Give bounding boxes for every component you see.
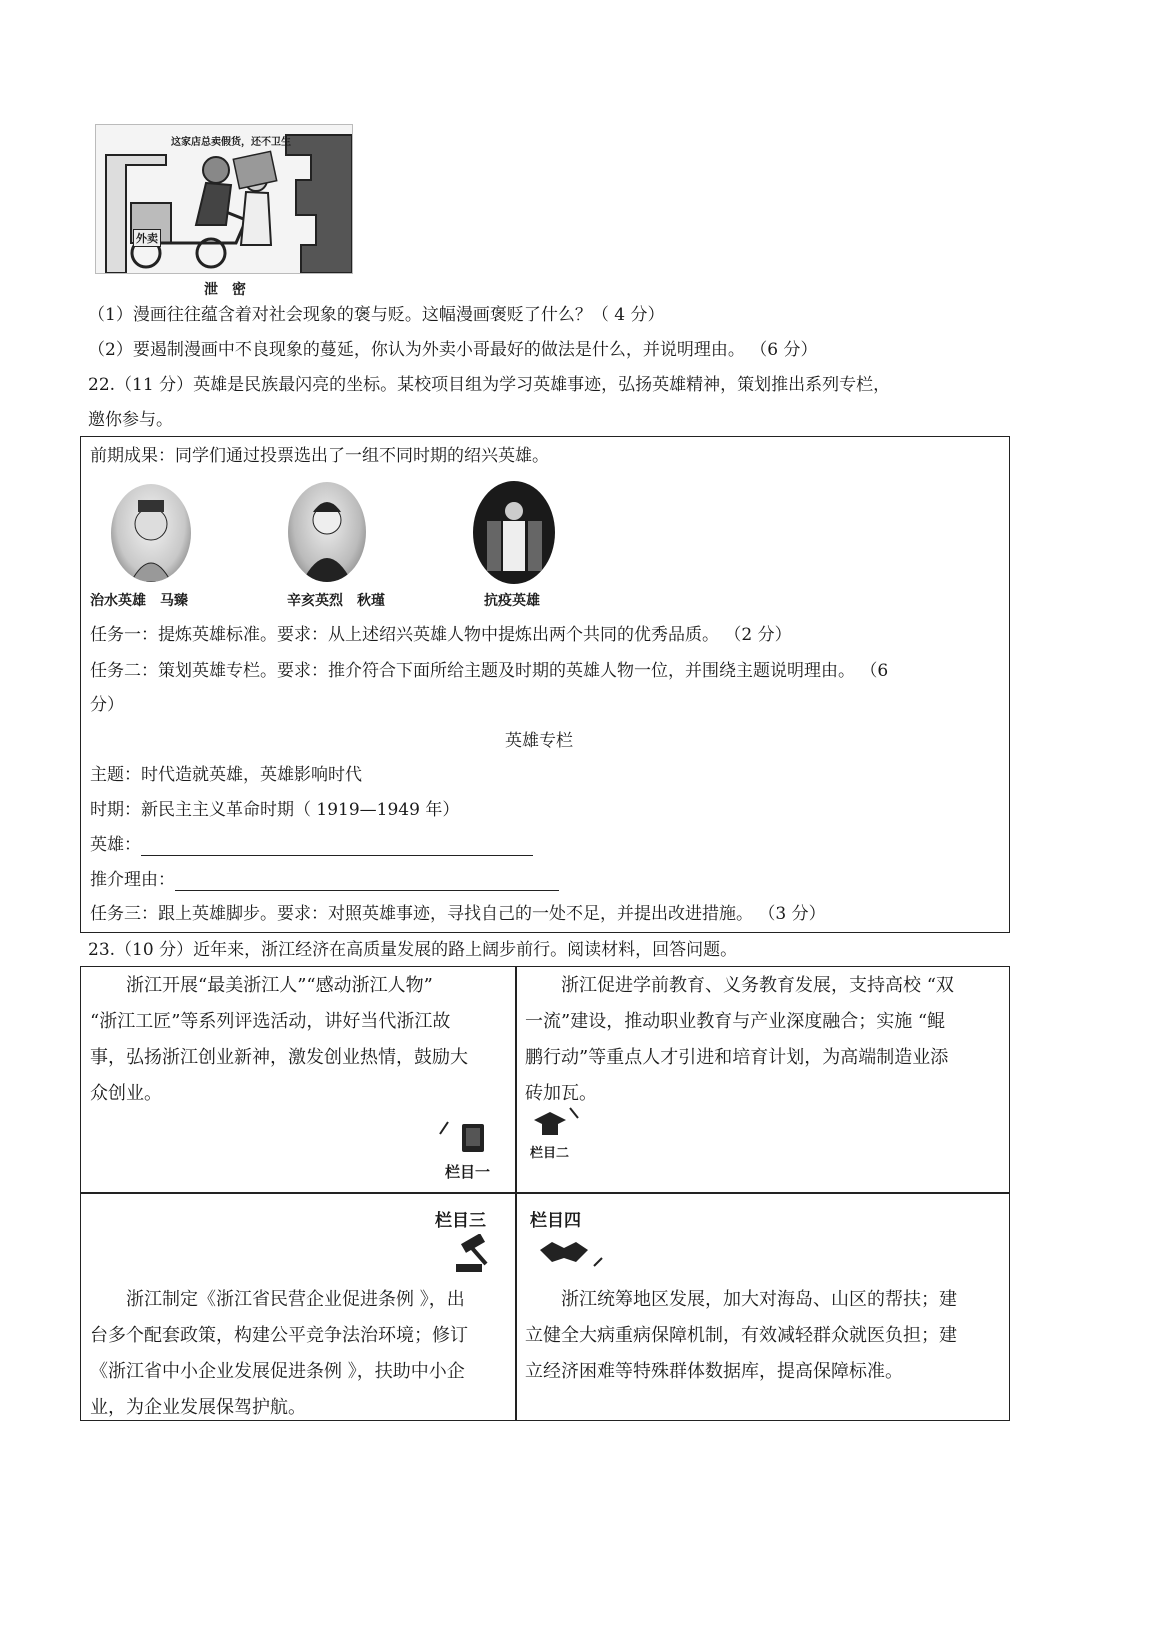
reason-field: [90, 869, 559, 891]
col1-line: 事，弘扬浙江创业新神，激发创业热情，鼓励大: [90, 1047, 468, 1068]
hero-field-label: 英雄：: [90, 835, 141, 855]
col1-line: “浙江工匠”等系列评选活动，讲好当代浙江故: [90, 1011, 451, 1032]
col2-line: 浙江促进学前教育、义务教育发展，支持高校 “双: [525, 975, 954, 996]
graduation-cap-icon: [532, 1106, 592, 1145]
col3-text: [90, 1282, 510, 1426]
handshake-icon: [538, 1236, 608, 1275]
col3-line: 业，为企业发展保驾护航。: [90, 1397, 306, 1418]
col2-text: [525, 968, 1005, 1112]
hero-field: [90, 834, 533, 856]
hero-portrait-ma-zhen: [111, 484, 191, 582]
col3-line: 《浙江省中小企业发展促进条例 》，扶助中小企: [90, 1361, 465, 1382]
column-period: 时期：新民主主义革命时期（ 1919—1949 年）: [90, 800, 460, 820]
cartoon-speech: 这家店总卖假货，还不卫生: [171, 137, 291, 148]
q22-task3: 任务三：跟上英雄脚步。要求：对照英雄事迹，寻找自己的一处不足，并提出改进措施。 （3 分）: [90, 904, 826, 924]
book-icon: [438, 1118, 488, 1159]
q22-task2: 任务二：策划英雄专栏。要求：推介符合下面所给主题及时期的英雄人物一位，并围绕主题说明理由。 （6: [90, 661, 889, 681]
hero-answer-line[interactable]: [141, 839, 533, 856]
q23-table-hdivider: [80, 1192, 1010, 1194]
reason-answer-line[interactable]: [175, 874, 559, 891]
col1-line: 浙江开展“最美浙江人”“感动浙江人物”: [90, 975, 433, 996]
q21-sub1: （1）漫画往往蕴含着对社会现象的褒与贬。这幅漫画褒贬了什么？（ 4 分）: [88, 305, 665, 325]
q23-table-vdivider: [515, 966, 517, 1421]
col1-text: [90, 968, 510, 1112]
hero-portrait-anti-epidemic: [473, 481, 555, 584]
q21-sub2: （2）要遏制漫画中不良现象的蔓延，你认为外卖小哥最好的做法是什么，并说明理由。 （6 分）: [88, 340, 818, 360]
col1-line: 众创业。: [90, 1083, 162, 1104]
q22-task1: 任务一：提炼英雄标准。要求：从上述绍兴英雄人物中提炼出两个共同的优秀品质。 （2 分）: [90, 625, 792, 645]
col3-line: 台多个配套政策，构建公平竞争法治环境；修订: [90, 1325, 468, 1346]
q22-results: 前期成果：同学们通过投票选出了一组不同时期的绍兴英雄。: [90, 446, 549, 466]
hero-label-ma-zhen: 治水英雄 马臻: [90, 593, 188, 609]
hero-label-anti-epidemic: 抗疫英雄: [484, 593, 540, 609]
column-theme: 主题：时代造就英雄，英雄影响时代: [90, 765, 362, 785]
q23-intro: 23.（10 分）近年来，浙江经济在高质量发展的路上阔步前行。阅读材料，回答问题。: [88, 940, 738, 960]
col2-line: 一流”建设，推动职业教育与产业深度融合；实施 “鲲: [525, 1011, 946, 1032]
col4-line: 立健全大病重病保障机制，有效减轻群众就医负担；建: [525, 1325, 957, 1346]
col2-label: 栏目二: [530, 1146, 570, 1161]
q22-intro-cont: 邀你参与。: [88, 410, 173, 430]
q22-task2-cont: 分）: [90, 695, 124, 715]
q22-intro: 22.（11 分）英雄是民族最闪亮的坐标。某校项目组为学习英雄事迹，弘扬英雄精神，策划推出系列专栏，: [88, 375, 891, 395]
col1-label: 栏目一: [445, 1163, 491, 1181]
cartoon-sign: 外卖: [133, 229, 161, 247]
hero-label-qiu-jin: 辛亥英烈 秋瑾: [287, 593, 385, 609]
col4-line: 立经济困难等特殊群体数据库，提高保障标准。: [525, 1361, 903, 1382]
col2-line: 鹏行动”等重点人才引进和培育计划，为高端制造业添: [525, 1047, 949, 1068]
hero-portrait-qiu-jin: [288, 482, 366, 582]
col3-label: 栏目三: [435, 1211, 486, 1231]
col4-label: 栏目四: [530, 1211, 581, 1231]
col2-line: 砖加瓦。: [525, 1083, 597, 1104]
gavel-icon: [452, 1234, 498, 1279]
col4-text: [525, 1282, 1005, 1390]
reason-field-label: 推介理由：: [90, 870, 175, 890]
col4-line: 浙江统筹地区发展，加大对海岛、山区的帮扶；建: [525, 1289, 957, 1310]
column-title: 英雄专栏: [505, 731, 573, 751]
cartoon-caption: 泄 密: [204, 282, 246, 298]
cartoon-image: [95, 124, 353, 274]
col3-line: 浙江制定《浙江省民营企业促进条例 》，出: [90, 1289, 465, 1310]
